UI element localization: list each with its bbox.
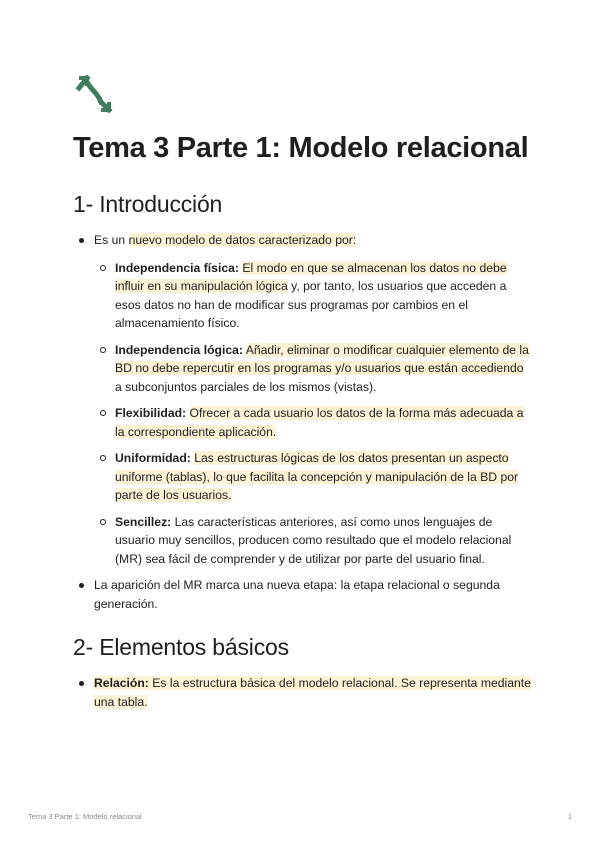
list-item-relacion xyxy=(73,674,533,711)
feature-highlight: Las estructuras lógicas de los datos presentan un aspecto uniforme (tablas), lo que facilita la concepción y manipulación de la BD por parte de los usuarios. xyxy=(115,451,519,502)
feature-highlight: El modo en que se almacenan los datos no debe influir en su manipulación lógica xyxy=(115,260,507,293)
list-item xyxy=(73,231,533,568)
feature-item-independencia-logica xyxy=(94,341,533,397)
element-term: Relación: xyxy=(94,676,149,690)
feature-item-sencillez xyxy=(94,513,533,569)
feature-item-uniformidad xyxy=(94,449,533,505)
document-page xyxy=(73,72,533,719)
feature-term: Sencillez: xyxy=(115,514,172,529)
section-heading-introduccion: 1- Introducción xyxy=(73,191,223,217)
element-highlight: Es la estructura básica del modelo relacional. Se representa mediante una tabla. xyxy=(94,676,531,709)
feature-rest: Las características anteriores, así como unos lenguajes de usuario muy sencillos, producen como resultado que el modelo relacional (MR) sea fácil de comprender y de utilizar por parte del usuario final. xyxy=(115,514,512,566)
feature-term: Independencia física: xyxy=(115,260,239,275)
feature-term: Flexibilidad: xyxy=(115,406,187,420)
feature-highlight: Ofrecer a cada usuario los datos de la forma más adecuada a la correspondiente aplicación. xyxy=(115,406,524,439)
feature-term: Uniformidad: xyxy=(115,451,191,465)
page-number: 1 xyxy=(567,812,572,821)
page-footer xyxy=(28,812,572,821)
feature-highlight: Añadir, eliminar o modificar cualquier elemento de la BD no debe repercutir en los programas y/o usuarios que están accediendo xyxy=(115,342,529,375)
list-item xyxy=(73,576,533,613)
feature-term: Independencia lógica: xyxy=(115,342,243,357)
intro-text: Es un xyxy=(94,233,129,247)
feature-rest: a subconjuntos parciales de los mismos (vistas). xyxy=(115,379,377,394)
intro-highlight: nuevo modelo de datos caracterizado por: xyxy=(128,233,357,247)
feature-rest: y, por tanto, los usuarios que acceden a esos datos no han de modificar sus programas por cambios en el almacenamiento físico. xyxy=(115,279,507,330)
feature-item-flexibilidad xyxy=(94,404,533,441)
section-heading-elementos-basicos: 2- Elementos básicos xyxy=(73,634,289,660)
features-list xyxy=(94,259,533,569)
intro-list xyxy=(73,231,533,613)
feature-item-independencia-fisica xyxy=(94,259,533,333)
elements-list xyxy=(73,674,533,711)
footer-title: Tema 3 Parte 1: Modelo relacional xyxy=(28,812,142,821)
twisted-arrow-icon xyxy=(73,72,115,116)
closing-text: La aparición del MR marca una nueva etapa: la etapa relacional o segunda generación. xyxy=(94,578,500,611)
page-title: Tema 3 Parte 1: Modelo relacional xyxy=(73,132,529,164)
